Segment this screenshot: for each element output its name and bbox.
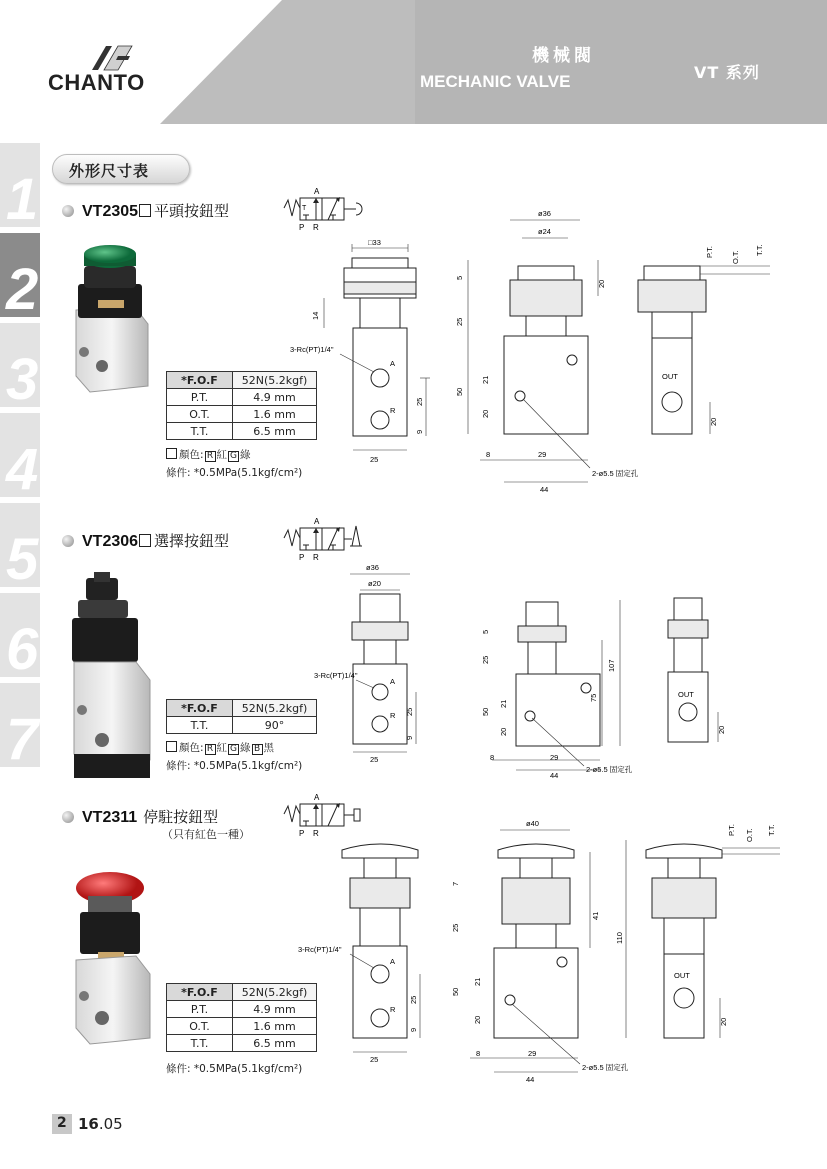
svg-text:25: 25 bbox=[415, 397, 424, 406]
svg-text:R: R bbox=[313, 553, 319, 562]
svg-text:20: 20 bbox=[709, 417, 718, 426]
model-heading-vt2305: VT2305 平頭按鈕型 bbox=[62, 200, 229, 221]
svg-text:A: A bbox=[390, 359, 396, 368]
svg-text:44: 44 bbox=[550, 771, 559, 780]
header-title-zh: 機械閥 bbox=[532, 46, 595, 66]
svg-text:P: P bbox=[299, 223, 305, 232]
bullet-icon bbox=[62, 535, 74, 547]
svg-text:110: 110 bbox=[615, 932, 624, 944]
svg-text:44: 44 bbox=[540, 485, 549, 494]
bullet-icon bbox=[62, 205, 74, 217]
svg-text:A: A bbox=[390, 677, 396, 686]
svg-text:25: 25 bbox=[409, 995, 418, 1004]
side-tab-4[interactable]: 4 bbox=[0, 413, 40, 497]
svg-text:ø20: ø20 bbox=[368, 579, 381, 588]
svg-text:25: 25 bbox=[405, 707, 414, 716]
svg-text:A: A bbox=[314, 517, 320, 526]
svg-text:21: 21 bbox=[481, 375, 490, 384]
brand-name: CHANTO bbox=[48, 70, 145, 95]
svg-text:A: A bbox=[390, 957, 396, 966]
svg-text:8: 8 bbox=[490, 753, 495, 762]
svg-text:OUT: OUT bbox=[662, 372, 678, 381]
valve-symbol-icon bbox=[282, 516, 374, 562]
svg-text:29: 29 bbox=[550, 753, 559, 762]
svg-text:50: 50 bbox=[455, 387, 464, 396]
svg-text:7: 7 bbox=[451, 881, 460, 886]
vt2305-product-photo bbox=[62, 236, 162, 396]
spec-table-vt2306: *F.O.F 52N(5.2kgf) T.T. 90° bbox=[166, 699, 317, 734]
svg-text:□33: □33 bbox=[368, 238, 381, 247]
svg-text:T.T.: T.T. bbox=[767, 824, 776, 836]
svg-text:T.T.: T.T. bbox=[755, 244, 764, 256]
condition-note-vt2311: 條件: *0.5MPa(5.1kgf/cm²) bbox=[166, 1063, 303, 1075]
svg-text:R: R bbox=[313, 223, 319, 232]
svg-text:R: R bbox=[390, 711, 396, 720]
bullet-icon bbox=[62, 811, 74, 823]
version-label: 16.05 bbox=[78, 1115, 123, 1133]
dimension-drawing-vt2305 bbox=[280, 200, 780, 500]
vt2311-product-photo bbox=[66, 868, 162, 1048]
svg-text:O.T.: O.T. bbox=[745, 828, 754, 842]
side-tab-1[interactable]: 1 bbox=[0, 143, 40, 227]
svg-text:20: 20 bbox=[719, 1017, 728, 1026]
svg-text:21: 21 bbox=[499, 699, 508, 708]
svg-text:20: 20 bbox=[473, 1015, 482, 1024]
svg-text:OUT: OUT bbox=[674, 971, 690, 980]
option-box-icon bbox=[139, 534, 151, 547]
dimension-drawing-vt2311 bbox=[280, 812, 780, 1088]
dimension-drawing-vt2306 bbox=[280, 560, 780, 782]
svg-text:R: R bbox=[390, 1005, 396, 1014]
svg-text:21: 21 bbox=[473, 977, 482, 986]
svg-text:ø36: ø36 bbox=[366, 563, 379, 572]
svg-text:P: P bbox=[299, 829, 305, 838]
svg-text:R: R bbox=[390, 406, 396, 415]
side-tab-2[interactable]: 2 bbox=[0, 233, 40, 317]
svg-text:20: 20 bbox=[499, 727, 508, 736]
svg-text:75: 75 bbox=[589, 693, 598, 702]
svg-text:20: 20 bbox=[481, 409, 490, 418]
svg-text:25: 25 bbox=[370, 455, 379, 464]
svg-text:5: 5 bbox=[455, 275, 464, 280]
svg-text:5: 5 bbox=[481, 629, 490, 634]
svg-text:50: 50 bbox=[481, 707, 490, 716]
side-tab-6[interactable]: 6 bbox=[0, 593, 40, 677]
svg-text:107: 107 bbox=[607, 659, 616, 672]
svg-text:A: A bbox=[314, 793, 320, 802]
model-subnote-vt2311: （只有紅色一種） bbox=[162, 828, 250, 841]
svg-text:O.T.: O.T. bbox=[731, 250, 740, 264]
svg-text:T: T bbox=[302, 205, 307, 212]
spec-table-vt2305: *F.O.F 52N(5.2kgf) P.T. 4.9 mm O.T. 1.6 mm T.T. 6.5 mm bbox=[166, 371, 317, 440]
svg-text:2-ø5.5 固定孔: 2-ø5.5 固定孔 bbox=[586, 765, 633, 774]
svg-text:29: 29 bbox=[528, 1049, 537, 1058]
svg-text:50: 50 bbox=[451, 987, 460, 996]
svg-text:9: 9 bbox=[405, 735, 414, 740]
svg-text:A: A bbox=[314, 187, 320, 196]
svg-text:25: 25 bbox=[481, 655, 490, 664]
model-heading-vt2311: VT2311 停駐按鈕型 bbox=[62, 806, 218, 827]
svg-text:3-Rc(PT)1/4": 3-Rc(PT)1/4" bbox=[314, 671, 358, 680]
condition-note-vt2306: 條件: *0.5MPa(5.1kgf/cm²) bbox=[166, 760, 303, 772]
svg-text:25: 25 bbox=[370, 755, 379, 764]
svg-text:P: P bbox=[299, 553, 305, 562]
svg-text:25: 25 bbox=[370, 1055, 379, 1064]
svg-text:8: 8 bbox=[486, 450, 491, 459]
section-title-pill bbox=[52, 154, 190, 184]
color-options-vt2306: 顏色: R 紅 G 綠 B 黑 bbox=[166, 740, 274, 755]
svg-text:ø40: ø40 bbox=[526, 819, 539, 828]
header-title-en: MECHANIC VALVE bbox=[420, 72, 571, 91]
svg-text:41: 41 bbox=[591, 911, 600, 920]
svg-text:P.T.: P.T. bbox=[705, 246, 714, 258]
svg-text:25: 25 bbox=[455, 317, 464, 326]
svg-text:2-ø5.5 固定孔: 2-ø5.5 固定孔 bbox=[592, 469, 639, 478]
svg-text:9: 9 bbox=[415, 429, 424, 434]
svg-text:44: 44 bbox=[526, 1075, 535, 1084]
option-box-icon bbox=[139, 204, 151, 217]
svg-text:14: 14 bbox=[311, 311, 320, 320]
svg-text:3-Rc(PT)1/4": 3-Rc(PT)1/4" bbox=[298, 945, 342, 954]
header-series: VT 系列 bbox=[694, 63, 760, 82]
svg-text:OUT: OUT bbox=[678, 690, 694, 699]
svg-text:3-Rc(PT)1/4": 3-Rc(PT)1/4" bbox=[290, 345, 334, 354]
svg-text:20: 20 bbox=[717, 725, 726, 734]
svg-text:20: 20 bbox=[597, 279, 606, 288]
spec-table-vt2311: *F.O.F 52N(5.2kgf) P.T. 4.9 mm O.T. 1.6 mm T.T. 6.5 mm bbox=[166, 983, 317, 1052]
side-tab-5[interactable]: 5 bbox=[0, 503, 40, 587]
svg-text:8: 8 bbox=[476, 1049, 481, 1058]
svg-text:9: 9 bbox=[409, 1027, 418, 1032]
svg-text:29: 29 bbox=[538, 450, 547, 459]
section-title: 外形尺寸表 bbox=[69, 162, 150, 180]
option-box-icon bbox=[166, 741, 177, 752]
vt2306-product-photo bbox=[60, 570, 160, 785]
svg-text:25: 25 bbox=[451, 923, 460, 932]
side-tab-3[interactable]: 3 bbox=[0, 323, 40, 407]
color-options-vt2305: 顏色: R 紅 G 綠 bbox=[166, 447, 251, 462]
svg-text:ø36: ø36 bbox=[538, 209, 551, 218]
option-box-icon bbox=[166, 448, 177, 459]
svg-text:R: R bbox=[313, 829, 319, 838]
svg-text:ø24: ø24 bbox=[538, 227, 551, 236]
model-heading-vt2306: VT2306 選擇按鈕型 bbox=[62, 530, 229, 551]
svg-text:2-ø5.5 固定孔: 2-ø5.5 固定孔 bbox=[582, 1063, 629, 1072]
side-tab-7[interactable]: 7 bbox=[0, 683, 40, 767]
chapter-badge: 2 bbox=[52, 1114, 72, 1134]
condition-note-vt2305: 條件: *0.5MPa(5.1kgf/cm²) bbox=[166, 467, 303, 479]
svg-text:P.T.: P.T. bbox=[727, 824, 736, 836]
